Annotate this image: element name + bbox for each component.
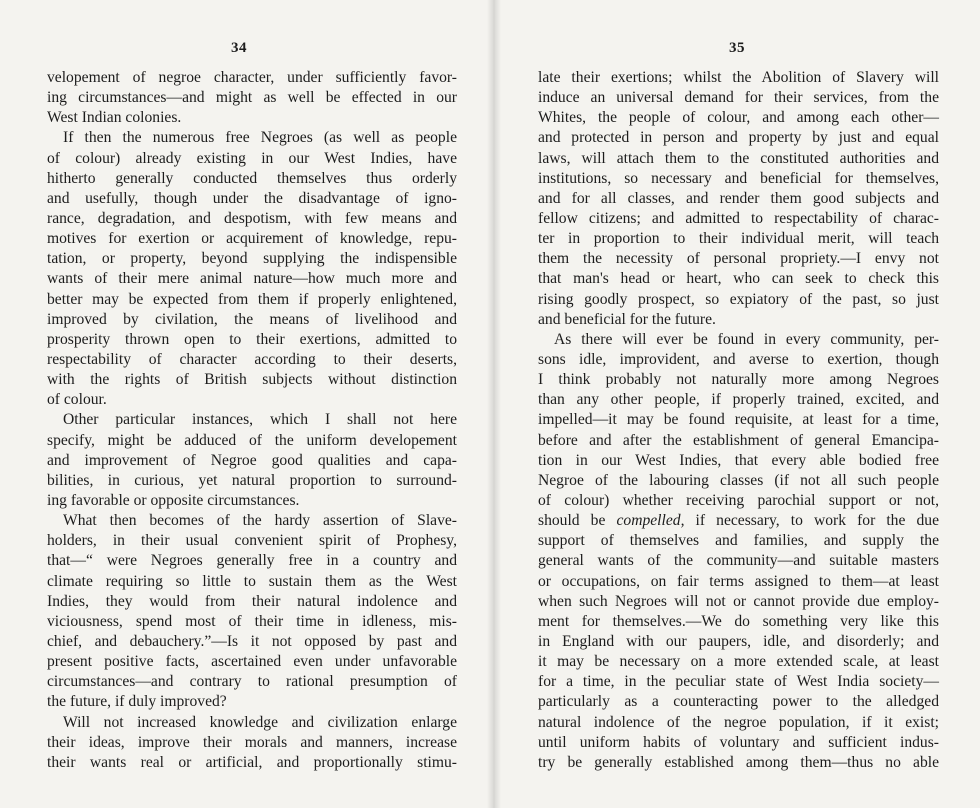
emphasis: compelled, [616,512,685,530]
text-line: and for all classes, and render them good subjects and [538,189,939,207]
text-line: What then becomes of the hardy assertion of Slave- [63,512,457,530]
text-line: tion in our West Indies, that every able bodied free [538,451,939,469]
text-line: ing circumstances—and might as well be effected in our [47,89,457,107]
text-line: than any other people, if properly trained, excited, and [538,391,939,409]
text-line: and protected in person and property by just and equal [538,129,939,147]
text-line: late their exertions; whilst the Abolition of Slavery will [538,69,939,86]
text-line: that man's head or heart, who can seek to check this [538,270,939,288]
text-line: and improvement of Negroe good qualities and capa- [47,451,457,469]
text-line: improved by civilation, the means of livelihood and [47,310,457,328]
text-line: If then the numerous free Negroes (as well as people [63,129,457,147]
text-line: present positive facts, ascertained even under unfavorable [47,653,457,671]
text-line: viciousness, spend most of their time in idleness, mis- [47,612,457,630]
text-line: institutions, so necessary and beneficial for themselves, [538,169,939,187]
text-line: laws, will attach them to the constituted authorities and [538,149,939,167]
text-line: until uniform habits of voluntary and sufficient indus- [538,733,939,751]
text-line: should be compelled, if necessary, to work for the due [538,512,940,530]
text-line: Whites, the people of colour, and among each other— [538,109,939,127]
text-line: induce an universal demand for their services, from the [538,89,939,107]
text-line: holders, in their usual convenient spirit of Prophesy, [47,532,457,550]
text-line: ter in proportion to their individual merit, will teach [538,230,939,248]
text-line: Other particular instances, which I shall not here [63,411,457,429]
text-line: their ideas, improve their morals and manners, increase [47,733,457,751]
text-line: Negroe of the labouring classes (if not all such people [538,471,939,489]
text-line: bilities, in curious, yet natural proportion to surround- [47,471,457,489]
text-line: As there will ever be found in every community, per- [554,330,939,348]
text-line: their wants real or artificial, and proportionally stimu- [47,753,457,771]
text-line: general wants of the community—and suitable masters [538,552,939,570]
text-line: support of themselves and families, and supply the [538,532,939,550]
text-line: in England with our paupers, idle, and disorderly; and [538,632,939,650]
text-line: them the necessity of personal propriety.—I envy not [538,250,939,268]
book-gutter [487,0,501,808]
text-line: better may be expected from them if properly enlightened, [47,290,457,308]
text-line: particularly as a counteracting power to the alledged [538,693,939,711]
left-page [0,0,487,808]
text-line: Indies, they would from their natural indolence and [47,592,457,610]
text-line: chief, and debauchery.”—Is it not opposed by past and [47,632,457,650]
text-line: fellow citizens; and admitted to respectability of charac- [538,209,939,227]
page-number-right: 35 [729,40,745,56]
text-line: of colour) already existing in our West Indies, have [47,149,457,167]
text-line: when such Negroes will not or cannot provide due employ- [538,592,939,610]
text-line: circumstances—and contrary to rational presumption of [47,673,457,691]
text-line: climate requiring so little to sustain them as the West [47,572,457,590]
text-line: of colour) whether receiving parochial support or not, [538,491,939,509]
text-line: Will not increased knowledge and civilization enlarge [63,713,457,731]
text-line: respectability of character according to their deserts, [47,350,457,368]
text-line: ment for themselves.—We do something very like this [538,612,939,630]
text-line: the future, if duly improved? [47,693,227,711]
text-line: natural indolence of the negroe population, if it exist; [538,713,939,731]
right-page [501,0,980,808]
text-line: with the rights of British subjects without distinction [47,371,457,389]
text-line: and usefully, though under the disadvantage of igno- [47,189,457,207]
text-line: prosperity thrown open to their exertions, admitted to [47,330,457,348]
text-line: sons idle, improvident, and averse to exertion, though [538,350,939,368]
text-line: West Indian colonies. [47,109,182,127]
text-line: or occupations, on fair terms assigned to them—at least [538,572,939,590]
page-number-left: 34 [231,40,247,56]
text-line: velopement of negroe character, under sufficiently favor- [47,69,457,86]
text-line: hitherto generally conducted themselves thus orderly [47,169,457,187]
text-line: tation, or property, beyond supplying the indispensible [47,250,457,268]
text-line: specify, might be adduced of the uniform developement [47,431,457,449]
text-line: before and after the establishment of general Emancipa- [538,431,939,449]
text-line: rance, degradation, and despotism, with few means and [47,209,457,227]
text-line: that—“ were Negroes generally free in a country and [47,552,457,570]
right-page-body [538,68,939,773]
text-line: wants of their mere animal nature—how much more and [47,270,457,288]
text-line: of colour. [47,391,107,409]
text-line: impelled—it may be found requisite, at least for a time, [538,411,939,429]
text-line: for a time, in the peculiar state of West India society— [538,673,939,691]
text-line: try be generally established among them—thus no able [538,753,939,771]
text-line: rising goodly prospect, so expiatory of the past, so just [538,290,939,308]
text-line: I think probably not naturally more among Negroes [538,371,939,389]
text-line: and beneficial for the future. [538,310,716,328]
left-page-body [47,68,457,773]
text-line: motives for exertion or acquirement of knowledge, repu- [47,230,457,248]
text-line: it may be necessary on a more extended scale, at least [538,653,939,671]
text-line: ing favorable or opposite circumstances. [47,491,300,509]
